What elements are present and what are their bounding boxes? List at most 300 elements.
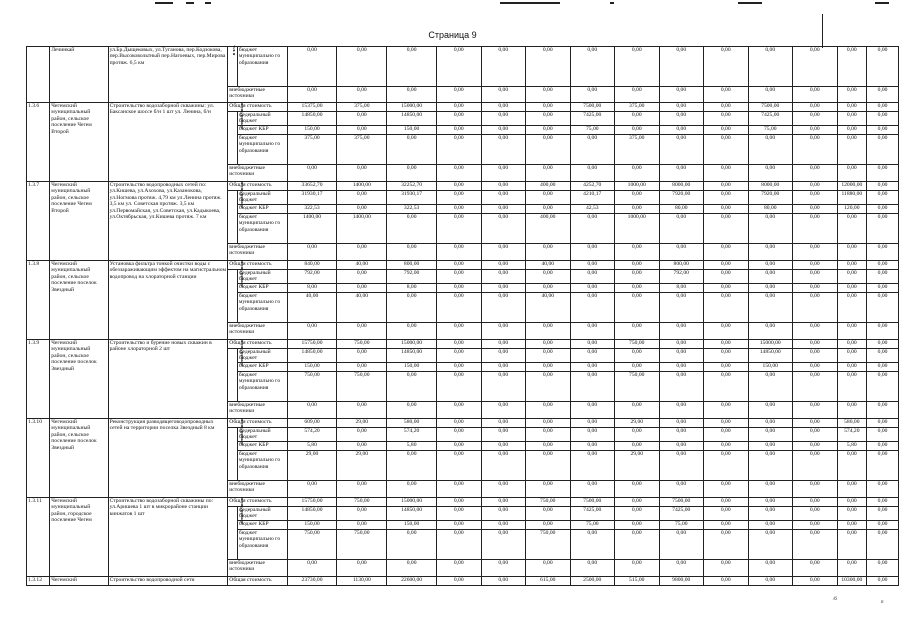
value-cell: 0,00 — [526, 372, 571, 402]
value-cell: 0,00 — [659, 135, 704, 165]
value-cell: 750,00 — [615, 340, 660, 349]
value-cell: 0,00 — [337, 191, 387, 205]
value-cell: 750,00 — [287, 372, 337, 402]
value-cell: 0,00 — [748, 135, 793, 165]
source-label: внебюджетные источники — [228, 481, 287, 498]
value-cell: 33652,70 — [287, 182, 337, 191]
value-cell: 574,20 — [387, 428, 437, 442]
value-cell: 0,00 — [704, 428, 749, 442]
value-cell: 0,00 — [867, 47, 899, 87]
source-label: внебюджетные источники — [228, 402, 287, 419]
value-cell: 0,00 — [481, 293, 526, 323]
value-cell: 0,00 — [570, 323, 615, 340]
value-cell: 0,00 — [837, 530, 867, 560]
value-cell: 840,00 — [287, 261, 337, 270]
value-cell: 0,00 — [659, 560, 704, 577]
value-cell: 1130,00 — [337, 577, 387, 586]
value-cell: 0,00 — [481, 191, 526, 205]
value-cell: 0,00 — [437, 214, 482, 244]
value-cell: 0,00 — [748, 428, 793, 442]
value-cell: 8,00 — [387, 284, 437, 293]
value-cell: 0,00 — [615, 244, 660, 261]
value-cell: 0,00 — [867, 340, 899, 349]
value-cell: 0,00 — [659, 419, 704, 428]
value-cell: 15000,00 — [387, 498, 437, 507]
value-cell: 0,00 — [437, 419, 482, 428]
value-cell: 0,00 — [481, 323, 526, 340]
value-cell: 1000,00 — [615, 182, 660, 191]
value-cell: 0,00 — [481, 372, 526, 402]
value-cell: 0,00 — [387, 244, 437, 261]
value-cell: 0,00 — [704, 205, 749, 214]
value-cell: 574,20 — [837, 428, 867, 442]
value-cell: 0,00 — [481, 428, 526, 442]
value-cell: 5,80 — [837, 442, 867, 451]
value-cell: 0,00 — [867, 270, 899, 284]
value-cell: 15375,00 — [287, 103, 337, 112]
value-cell: 0,00 — [867, 372, 899, 402]
scan-mark — [155, 2, 173, 4]
value-cell: 0,00 — [837, 261, 867, 270]
value-cell: 7500,00 — [659, 498, 704, 507]
value-cell: 0,00 — [615, 530, 660, 560]
value-cell: 0,00 — [615, 205, 660, 214]
value-cell: 7425,00 — [570, 507, 615, 521]
value-cell: 0,00 — [337, 205, 387, 214]
in-total-text: в томи числе — [239, 496, 245, 524]
source-label: бюджет КБР — [237, 521, 287, 530]
value-cell: 580,00 — [387, 419, 437, 428]
value-cell: 0,00 — [570, 165, 615, 182]
value-cell: 792,00 — [659, 270, 704, 284]
value-cell: 0,00 — [793, 293, 838, 323]
source-label: бюджет КБР — [237, 363, 287, 372]
value-cell: 29,00 — [337, 419, 387, 428]
value-cell: 0,00 — [337, 270, 387, 284]
value-cell: 0,00 — [437, 481, 482, 498]
value-cell: 150,00 — [287, 363, 337, 372]
value-cell: 0,00 — [615, 284, 660, 293]
value-cell: 0,00 — [437, 577, 482, 586]
in-total-text: в томи числе — [239, 101, 245, 129]
value-cell: 150,00 — [287, 126, 337, 135]
value-cell: 0,00 — [437, 126, 482, 135]
value-cell: 15000,00 — [387, 103, 437, 112]
value-cell: 0,00 — [867, 402, 899, 419]
value-cell: 0,00 — [704, 165, 749, 182]
value-cell: 0,00 — [615, 349, 660, 363]
value-cell: 0,00 — [570, 372, 615, 402]
value-cell: 0,00 — [793, 87, 838, 103]
description-cell: Строительство водозаборной скважины по: ул.Аришева 1 шт в микрорайоне станции кинжатов 1 шт — [108, 498, 228, 577]
source-label: Общая стоимость — [228, 419, 287, 428]
value-cell: 375,00 — [337, 135, 387, 165]
value-cell: 0,00 — [793, 340, 838, 349]
value-cell: 0,00 — [748, 530, 793, 560]
value-cell: 0,00 — [481, 165, 526, 182]
value-cell: 0,00 — [793, 323, 838, 340]
source-label: бюджет КБР — [237, 126, 287, 135]
value-cell: 0,00 — [526, 284, 571, 293]
value-cell: 1400,00 — [337, 214, 387, 244]
table-row — [27, 182, 899, 191]
value-cell: 0,00 — [704, 507, 749, 521]
value-cell: 0,00 — [526, 323, 571, 340]
value-cell: 0,00 — [659, 530, 704, 560]
value-cell: 0,00 — [437, 507, 482, 521]
value-cell: 9800,00 — [659, 577, 704, 586]
value-cell: 0,00 — [526, 481, 571, 498]
value-cell: 0,00 — [704, 349, 749, 363]
value-cell: 0,00 — [867, 244, 899, 261]
value-cell: 23730,00 — [287, 577, 337, 586]
value-cell: 7920,00 — [748, 191, 793, 205]
value-cell: 0,00 — [793, 349, 838, 363]
value-cell: 29,00 — [337, 451, 387, 481]
value-cell: 0,00 — [615, 270, 660, 284]
value-cell: 0,00 — [659, 165, 704, 182]
value-cell: 0,00 — [659, 112, 704, 126]
value-cell: 0,00 — [337, 428, 387, 442]
value-cell: 0,00 — [748, 577, 793, 586]
value-cell: 0,00 — [337, 112, 387, 126]
value-cell: 0,00 — [704, 270, 749, 284]
value-cell: 0,00 — [615, 47, 660, 87]
source-label: Общая стоимость — [228, 577, 287, 586]
value-cell: 0,00 — [748, 402, 793, 419]
value-cell: 0,00 — [659, 481, 704, 498]
value-cell: 0,00 — [615, 363, 660, 372]
district-cell: Чегемский муниципальный район, сельское поселение поселок Звездный — [50, 261, 108, 340]
value-cell: 15750,00 — [287, 498, 337, 507]
value-cell: 0,00 — [437, 135, 482, 165]
value-cell: 0,00 — [659, 244, 704, 261]
source-label: Общая стоимость — [228, 261, 287, 270]
district-cell: Чегемский муниципальный район, городское поселение Чегем — [50, 498, 108, 577]
in-total-text: в томи числе — [239, 338, 245, 366]
value-cell: 0,00 — [704, 419, 749, 428]
value-cell: 0,00 — [526, 402, 571, 419]
value-cell: 150,00 — [387, 363, 437, 372]
value-cell: 0,00 — [793, 214, 838, 244]
value-cell: 0,00 — [615, 87, 660, 103]
value-cell: 0,00 — [793, 165, 838, 182]
value-cell: 0,00 — [337, 349, 387, 363]
value-cell: 0,00 — [615, 293, 660, 323]
value-cell: 0,00 — [748, 214, 793, 244]
source-label: Общая стоимость — [228, 498, 287, 507]
value-cell: 0,00 — [793, 530, 838, 560]
value-cell: 0,00 — [748, 323, 793, 340]
value-cell: 0,00 — [570, 451, 615, 481]
value-cell: 0,00 — [615, 442, 660, 451]
district-cell: Чегемский муниципальный район, сельское поселение поселок Звездный — [50, 419, 108, 498]
description-cell: Строительство и бурение новых скважин в районе хлораторной 2 шт — [108, 340, 228, 419]
value-cell: 1400,00 — [337, 182, 387, 191]
value-cell: 0,00 — [659, 87, 704, 103]
value-cell: 0,00 — [526, 244, 571, 261]
value-cell: 0,00 — [481, 402, 526, 419]
value-cell: 0,00 — [437, 205, 482, 214]
value-cell: 0,00 — [337, 507, 387, 521]
value-cell: 0,00 — [387, 402, 437, 419]
in-total-text: в томи числе — [239, 180, 245, 208]
value-cell: 0,00 — [481, 530, 526, 560]
value-cell: 0,00 — [615, 261, 660, 270]
value-cell: 0,00 — [748, 87, 793, 103]
value-cell: 0,00 — [481, 126, 526, 135]
value-cell: 0,00 — [837, 521, 867, 530]
value-cell: 0,00 — [570, 419, 615, 428]
value-cell: 0,00 — [659, 103, 704, 112]
value-cell: 0,00 — [867, 214, 899, 244]
value-cell: 7500,00 — [570, 103, 615, 112]
value-cell: 0,00 — [793, 521, 838, 530]
value-cell: 0,00 — [659, 402, 704, 419]
value-cell: 15000,00 — [748, 340, 793, 349]
source-label: Общая стоимость — [228, 103, 287, 112]
value-cell: 0,00 — [526, 560, 571, 577]
value-cell: 0,00 — [867, 103, 899, 112]
table-body — [27, 44, 899, 586]
value-cell: 0,00 — [748, 481, 793, 498]
value-cell: 0,00 — [437, 530, 482, 560]
value-cell: 0,00 — [837, 451, 867, 481]
value-cell: 0,00 — [748, 261, 793, 270]
value-cell: 0,00 — [867, 135, 899, 165]
value-cell: 0,00 — [287, 87, 337, 103]
value-cell: 0,00 — [867, 284, 899, 293]
value-cell: 0,00 — [615, 191, 660, 205]
value-cell: 0,00 — [748, 521, 793, 530]
value-cell: 750,00 — [615, 372, 660, 402]
value-cell: 0,00 — [481, 481, 526, 498]
value-cell: 14850,00 — [387, 112, 437, 126]
value-cell: 0,00 — [793, 481, 838, 498]
value-cell: 8,00 — [659, 284, 704, 293]
value-cell: 75,00 — [570, 126, 615, 135]
table-row — [27, 419, 899, 428]
value-cell: 0,00 — [615, 126, 660, 135]
value-cell: 0,00 — [748, 419, 793, 428]
table-row — [27, 340, 899, 349]
value-cell: 0,00 — [867, 521, 899, 530]
value-cell: 609,00 — [287, 419, 337, 428]
value-cell: 0,00 — [659, 363, 704, 372]
value-cell: 0,00 — [867, 481, 899, 498]
value-cell: 0,00 — [437, 349, 482, 363]
source-label: бюджет муниципально го образования — [237, 214, 287, 244]
value-cell: 0,00 — [793, 560, 838, 577]
value-cell: 0,00 — [837, 293, 867, 323]
value-cell: 31930,17 — [287, 191, 337, 205]
value-cell: 5,80 — [287, 442, 337, 451]
description-cell: Реконструкция разводящеговодопроводных сетей на территории поселка Звездный 8 км — [108, 419, 228, 498]
value-cell: 574,20 — [287, 428, 337, 442]
value-cell: 0,00 — [704, 182, 749, 191]
value-cell: 0,00 — [837, 498, 867, 507]
district-cell: Чегемский муниципальный район, сельское поселение Чегем Второй — [50, 182, 108, 261]
value-cell: 0,00 — [837, 349, 867, 363]
value-cell: 0,00 — [704, 481, 749, 498]
value-cell: 0,00 — [481, 205, 526, 214]
value-cell: 0,00 — [481, 135, 526, 165]
value-cell: 0,00 — [437, 87, 482, 103]
value-cell: 0,00 — [793, 205, 838, 214]
value-cell: 0,00 — [704, 261, 749, 270]
value-cell: 1000,00 — [615, 214, 660, 244]
value-cell: 22600,00 — [387, 577, 437, 586]
value-cell: 1400,00 — [287, 214, 337, 244]
value-cell: 0,00 — [837, 372, 867, 402]
value-cell: 0,00 — [387, 560, 437, 577]
value-cell: 0,00 — [793, 507, 838, 521]
value-cell: 0,00 — [337, 284, 387, 293]
value-cell: 8000,00 — [659, 182, 704, 191]
value-cell: 750,00 — [337, 530, 387, 560]
value-cell: 0,00 — [748, 270, 793, 284]
value-cell: 7425,00 — [570, 112, 615, 126]
value-cell: 0,00 — [837, 402, 867, 419]
value-cell: 0,00 — [793, 261, 838, 270]
value-cell: 792,00 — [387, 270, 437, 284]
value-cell: 0,00 — [437, 402, 482, 419]
value-cell: 0,00 — [867, 363, 899, 372]
value-cell: 14850,00 — [748, 349, 793, 363]
value-cell: 580,00 — [837, 419, 867, 428]
value-cell: 0,00 — [704, 244, 749, 261]
value-cell: 750,00 — [287, 530, 337, 560]
value-cell: 0,00 — [704, 340, 749, 349]
value-cell: 0,00 — [337, 244, 387, 261]
value-cell: 0,00 — [337, 402, 387, 419]
value-cell: 0,00 — [837, 323, 867, 340]
source-label: бюджет КБР — [237, 442, 287, 451]
value-cell: 0,00 — [481, 521, 526, 530]
value-cell: 0,00 — [437, 323, 482, 340]
source-label: федеральный бюджет — [237, 270, 287, 284]
value-cell: 0,00 — [526, 103, 571, 112]
value-cell: 0,00 — [526, 340, 571, 349]
value-cell: 0,00 — [526, 112, 571, 126]
value-cell: 375,00 — [287, 135, 337, 165]
value-cell: 0,00 — [867, 507, 899, 521]
value-cell: 0,00 — [570, 270, 615, 284]
value-cell: 0,00 — [481, 340, 526, 349]
value-cell: 0,00 — [570, 135, 615, 165]
scan-mark — [186, 2, 194, 4]
value-cell: 0,00 — [437, 191, 482, 205]
item-id-cell: 1.3.12 — [27, 577, 50, 586]
value-cell: 0,00 — [437, 498, 482, 507]
value-cell: 0,00 — [570, 402, 615, 419]
value-cell: 0,00 — [481, 451, 526, 481]
value-cell: 0,00 — [437, 103, 482, 112]
value-cell: 8,00 — [287, 284, 337, 293]
value-cell: 0,00 — [867, 419, 899, 428]
value-cell: 0,00 — [481, 284, 526, 293]
value-cell: 0,00 — [481, 419, 526, 428]
value-cell: 0,00 — [481, 47, 526, 87]
value-cell: 0,00 — [387, 372, 437, 402]
value-cell: 0,00 — [867, 205, 899, 214]
in-total-label — [228, 44, 238, 87]
source-label: внебюджетные источники — [228, 323, 287, 340]
value-cell: 0,00 — [570, 214, 615, 244]
value-cell: 0,00 — [704, 126, 749, 135]
value-cell: 0,00 — [704, 214, 749, 244]
source-label: внебюджетные источники — [228, 165, 287, 182]
value-cell: 750,00 — [337, 498, 387, 507]
value-cell: 0,00 — [337, 442, 387, 451]
value-cell: 750,00 — [337, 372, 387, 402]
value-cell: 0,00 — [837, 135, 867, 165]
value-cell: 0,00 — [837, 507, 867, 521]
value-cell: 0,00 — [437, 270, 482, 284]
item-id-cell: 1.3.6 — [27, 103, 50, 182]
value-cell: 0,00 — [837, 112, 867, 126]
value-cell: 0,00 — [570, 560, 615, 577]
source-label: бюджет КБР — [237, 284, 287, 293]
value-cell: 42,53 — [570, 205, 615, 214]
value-cell: 0,00 — [387, 530, 437, 560]
value-cell: 0,00 — [615, 507, 660, 521]
value-cell: 40,00 — [287, 293, 337, 323]
value-cell: 0,00 — [337, 560, 387, 577]
description-cell: Строительство водопроводных сетей по: ул.Кишева, ул.Ахохова, ул.Казанокова, ул.Ногмова протяж. 4,79 км ул.Ленина протяж. 3,5 км ул. Советская протяж. 3,5 км ул.Первомайская, ул.Советская, ул.Кадыкоева, ул.Октябрьская, ул.Кишева протяж. 7 км — [108, 182, 228, 261]
value-cell: 0,00 — [481, 507, 526, 521]
value-cell: 40,00 — [337, 293, 387, 323]
value-cell: 0,00 — [704, 112, 749, 126]
value-cell: 0,00 — [437, 112, 482, 126]
scan-mark — [205, 2, 211, 4]
value-cell: 0,00 — [287, 244, 337, 261]
value-cell: 0,00 — [659, 293, 704, 323]
value-cell: 0,00 — [704, 372, 749, 402]
item-id-cell: 1.3.11 — [27, 498, 50, 577]
value-cell: 0,00 — [570, 428, 615, 442]
value-cell: 0,00 — [793, 126, 838, 135]
value-cell: 0,00 — [526, 442, 571, 451]
value-cell: 0,00 — [748, 507, 793, 521]
table-row — [27, 103, 899, 112]
value-cell: 0,00 — [437, 293, 482, 323]
value-cell: 0,00 — [793, 284, 838, 293]
value-cell: 0,00 — [481, 244, 526, 261]
value-cell: 0,00 — [867, 498, 899, 507]
value-cell: 15000,00 — [387, 340, 437, 349]
value-cell: 0,00 — [570, 244, 615, 261]
value-cell: 0,00 — [615, 428, 660, 442]
ink-mark: /6 — [833, 597, 837, 602]
value-cell: 0,00 — [704, 284, 749, 293]
value-cell: 150,00 — [748, 363, 793, 372]
in-total-label — [228, 180, 245, 244]
table-row — [27, 261, 899, 270]
value-cell: 0,00 — [337, 87, 387, 103]
value-cell: 0,00 — [867, 530, 899, 560]
value-cell: 0,00 — [793, 103, 838, 112]
value-cell: 0,00 — [704, 323, 749, 340]
source-label: бюджет муниципально го образования — [237, 451, 287, 481]
source-label: федеральный бюджет — [237, 507, 287, 521]
value-cell: 0,00 — [481, 363, 526, 372]
in-total-label — [228, 338, 245, 402]
in-total-label — [228, 259, 245, 323]
value-cell: 0,00 — [867, 323, 899, 340]
value-cell: 0,00 — [793, 135, 838, 165]
value-cell: 400,00 — [526, 214, 571, 244]
